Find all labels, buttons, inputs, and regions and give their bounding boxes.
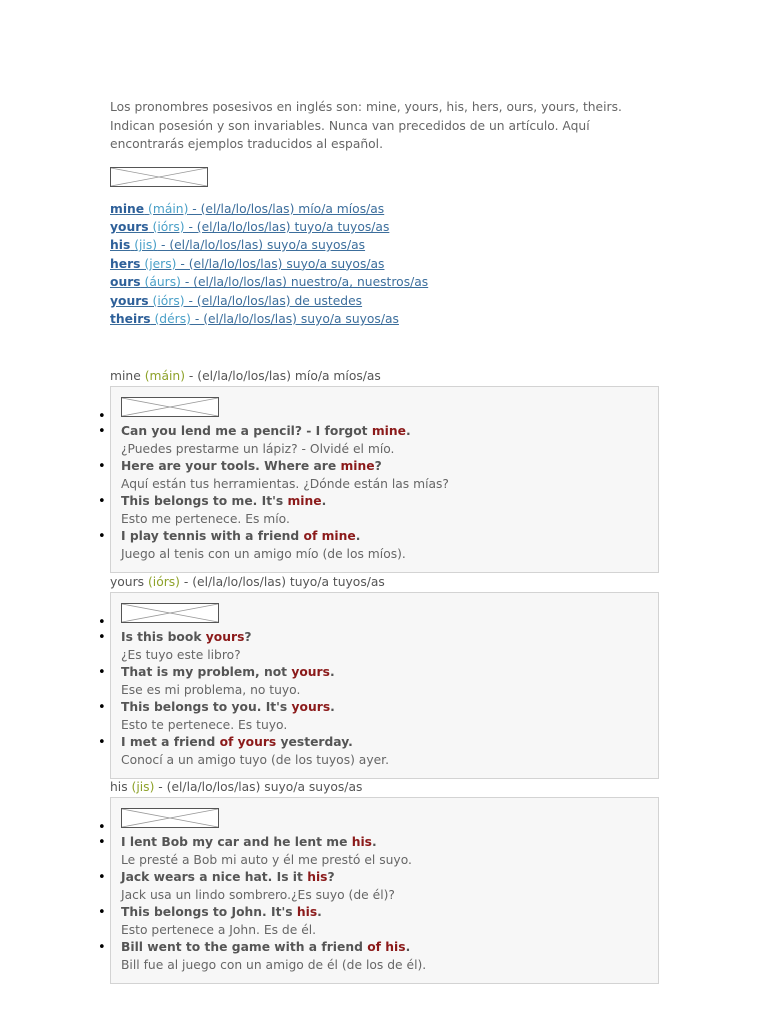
section-yours	[110, 574, 659, 779]
english-example: • I met a friend of yours yesterday.	[121, 735, 353, 749]
english-example: • This belongs to you. It's yours.	[121, 700, 335, 714]
english-example: • Is this book yours?	[121, 630, 252, 644]
section-mine	[110, 368, 659, 573]
spanish-translation: Juego al tenis con un amigo mío (de los míos).	[121, 546, 406, 561]
section-heading: yours (iórs) - (el/la/lo/los/las) tuyo/a tuyos/as	[110, 575, 385, 589]
pronoun-link[interactable]: ours (áurs) - (el/la/lo/los/las) nuestro/a, nuestros/as	[110, 275, 429, 290]
list-item	[121, 664, 658, 699]
spanish-translation: Esto te pertenece. Es tuyo.	[121, 717, 288, 732]
spanish-translation: Esto pertenece a John. Es de él.	[121, 922, 317, 937]
document-body	[110, 98, 660, 328]
examples-box	[110, 386, 659, 573]
pronoun-link[interactable]: hers (jers) - (el/la/lo/los/las) suyo/a suyos/as	[110, 256, 385, 271]
list-item	[121, 493, 658, 528]
english-example: • Here are your tools. Where are mine?	[121, 459, 382, 473]
list-item	[121, 603, 658, 619]
spanish-translation: Bill fue al juego con un amigo de él (de los de él).	[121, 957, 427, 972]
intro-paragraph: Los pronombres posesivos en inglés son: mine, yours, his, hers, ours, yours, theirs. Indican posesión y son invariables. Nunca van precedidos de un artículo. Aquí encontrarás ejemplos traducidos al español.	[110, 100, 622, 151]
list-item	[121, 629, 658, 664]
section-heading: his (jis) - (el/la/lo/los/las) suyo/a suyos/as	[110, 780, 363, 794]
list-item	[121, 423, 658, 458]
list-item	[121, 869, 658, 904]
spanish-translation: Conocí a un amigo tuyo (de los tuyos) ayer.	[121, 752, 390, 767]
list-item	[121, 904, 658, 939]
list-item	[121, 808, 658, 824]
english-example: • Jack wears a nice hat. Is it his?	[121, 870, 335, 884]
pronoun-link[interactable]: theirs (dérs) - (el/la/lo/los/las) suyo/a suyos/as	[110, 311, 399, 326]
english-example: • This belongs to me. It's mine.	[121, 494, 327, 508]
list-item	[121, 458, 658, 493]
pronoun-link[interactable]: yours (iórs) - (el/la/lo/los/las) de ustedes	[110, 293, 363, 308]
list-item	[121, 397, 658, 413]
english-example: • I play tennis with a friend of mine.	[121, 529, 361, 543]
spanish-translation: Jack usa un lindo sombrero.¿Es suyo (de él)?	[121, 887, 395, 902]
spanish-translation: ¿Puedes prestarme un lápiz? - Olvidé el mío.	[121, 441, 395, 456]
spanish-translation: Esto me pertenece. Es mío.	[121, 511, 290, 526]
examples-box	[110, 592, 659, 779]
spanish-translation: Aquí están tus herramientas. ¿Dónde están las mías?	[121, 476, 449, 491]
english-example: • Can you lend me a pencil? - I forgot mine.	[121, 424, 411, 438]
pronoun-link-list	[110, 200, 660, 329]
spanish-translation: Le presté a Bob mi auto y él me prestó el suyo.	[121, 852, 412, 867]
pronoun-link[interactable]: yours (iórs) - (el/la/lo/los/las) tuyo/a tuyos/as	[110, 219, 390, 234]
section-his	[110, 779, 659, 984]
broken-image-placeholder	[121, 808, 219, 828]
list-item	[121, 734, 658, 769]
list-item	[121, 528, 658, 563]
examples-box	[110, 797, 659, 984]
broken-image-placeholder	[121, 397, 219, 417]
list-item	[121, 834, 658, 869]
list-item	[121, 699, 658, 734]
spanish-translation: ¿Es tuyo este libro?	[121, 647, 241, 662]
section-heading: mine (máin) - (el/la/lo/los/las) mío/a míos/as	[110, 369, 381, 383]
pronoun-link[interactable]: his (jis) - (el/la/lo/los/las) suyo/a suyos/as	[110, 238, 366, 253]
english-example: • I lent Bob my car and he lent me his.	[121, 835, 377, 849]
broken-image-placeholder	[110, 167, 208, 187]
spanish-translation: Ese es mi problema, no tuyo.	[121, 682, 301, 697]
pronoun-link[interactable]: mine (máin) - (el/la/lo/los/las) mío/a míos/as	[110, 201, 385, 216]
english-example: • That is my problem, not yours.	[121, 665, 335, 679]
broken-image-placeholder	[121, 603, 219, 623]
list-item	[121, 939, 658, 974]
english-example: • This belongs to John. It's his.	[121, 905, 322, 919]
english-example: • Bill went to the game with a friend of his.	[121, 940, 411, 954]
